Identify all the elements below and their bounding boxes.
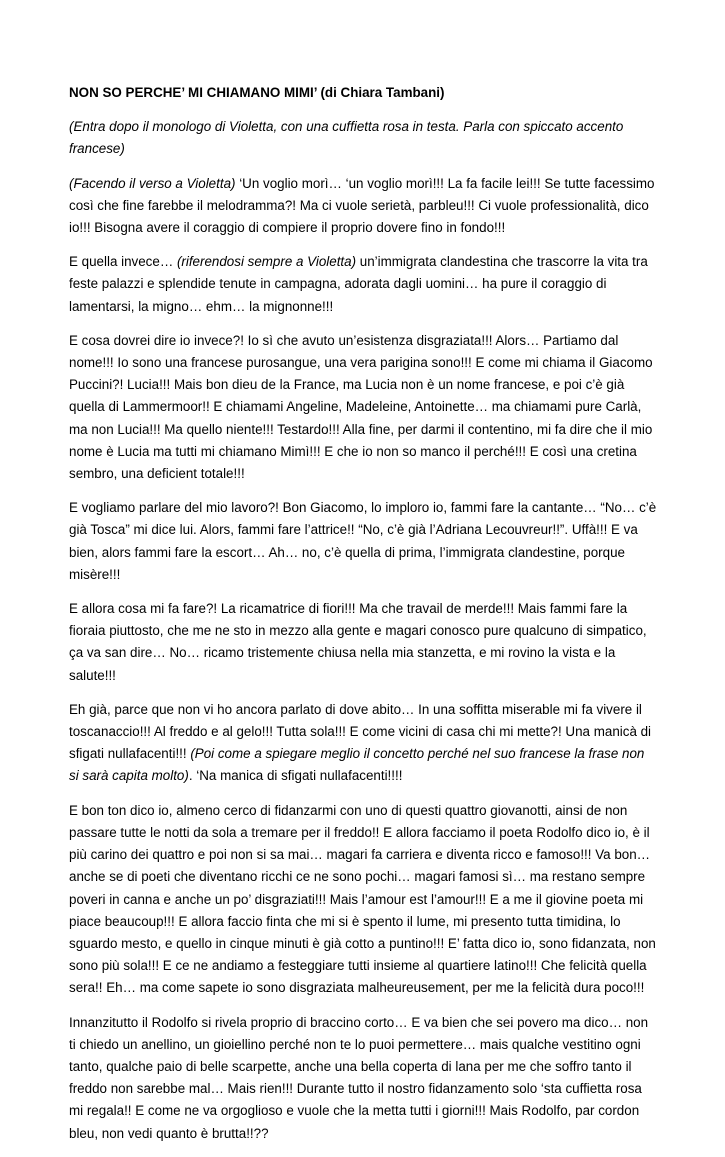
paragraph-text: ‘Un voglio morì… ‘un voglio morì!!! La fa facile lei!!! Se tutte facessimo così che fine farebbe il melodramma?! Ma ci vuole serietà, parbleu!!! Ci vuole professionalità, dico io!!! Bisogna avere il coraggio di compiere il proprio dovere fino in fondo!!! [69, 175, 655, 236]
paragraph-5: E allora cosa mi fa fare?! La ricamatrice di fiori!!! Ma che travail de merde!!! Mais fammi fare la fioraia piuttosto, che me ne sto in mezzo alla gente e magari conosco pure qualcuno di simpatico, ça va san dire… No… ricamo tristemente chiusa nella mia stanzetta, e mi rovino la vista e la salute!!! [69, 601, 647, 683]
paragraph-2 [69, 251, 657, 318]
paragraph-text: E quella invece… [69, 254, 177, 270]
paragraph-text: un’immigrata clandestina che trascorre la vita tra feste palazzi e splendide tenute in campagna, adorata dagli uomini… ha pure il coraggio di lamentarsi, la migno… ehm… la mignonne!!! [69, 254, 648, 314]
paragraph-7: E bon ton dico io, almeno cerco di fidanzarmi con uno di questi quattro giovanotti, ainsi de non passare tutte le notti da sola a tremare per il freddo!! E allora facciamo il poeta Rodolfo dico io, è il più carino dei quattro e poi non si sa mai… magari fa carriera e diventa ricco e famoso!!! Va bon… anche se di poeti che diventano ricchi ce ne sono pochi… magari famosi sì… ma restano sempre poveri in canna e anche un po’ disgraziati!!! Mais l’amour est l’amour!!! E a me il giovine poeta mi piace beaucoup!!! E allora faccio finta che mi si è spento il lume, mi presento tutta timidina, lo sguardo mesto, e quello in cinque minuti è già cotto a puntino!!! E’ fatta dico io, sono fidanzata, non sono più sola!!! E ce ne andiamo a festeggiare tutti insieme al quartiere latino!!! Che felicità quella sera!! Eh… ma come sapete io sono disgraziata malheureusement, per me la felicità dura poco!!! [69, 802, 656, 996]
paragraph-text: . ‘Na manica di sfigati nullafacenti!!!! [188, 768, 403, 784]
paragraph-1 [69, 173, 657, 240]
stage-direction: (riferendosi sempre a Violetta) [176, 254, 357, 270]
paragraph-6 [69, 699, 657, 788]
paragraph-text: Eh già, parce que non vi ho ancora parlato di dove abito… In una soffitta miserable mi fa vivere il toscanaccio!!! Al freddo e al gelo!!! Tutta sola!!! E come vicini di casa chi mi mette?! Una manicà di sfigati nullafacenti!!! [69, 701, 652, 762]
document-page [69, 82, 657, 1157]
intro-stage-direction: (Entra dopo il monologo di Violetta, con una cuffietta rosa in testa. Parla con spiccato accento francese) [69, 119, 624, 157]
document-title: NON SO PERCHE’ MI CHIAMANO MIMI’ (di Chiara Tambani) [69, 85, 445, 100]
paragraph-3: E cosa dovrei dire io invece?! Io sì che avuto un’esistenza disgraziata!!! Alors… Partiamo dal nome!!! Io sono una francese purosangue, una vera parigina sono!!! E come mi chiama il Giacomo Puccini?! Lucia!!! Mais bon dieu de la France, ma Lucia non è un nome francese, e poi c’è già quella di Lammermoor!! E chiamami Angeline, Madeleine, Antoinette… ma chiamami pure Carlà, ma non Lucia!!! Ma quello niente!!! Testardo!!! Alla fine, per darmi il contentino, mi fa dire che il mio nome è Lucia ma tutti mi chiamano Mimì!!! E che io non so manco il perché!!! E così una cretina sembro, una deficient totale!!! [69, 332, 653, 482]
stage-direction: (Poi come a spiegare meglio il concetto perché nel suo francese la frase non si sarà capita molto) [69, 746, 645, 784]
paragraph-4: E vogliamo parlare del mio lavoro?! Bon Giacomo, lo imploro io, fammi fare la cantante… “No… c’è già Tosca” mi dice lui. Alors, fammi fare l’attrice!! “No, c’è già l’Adriana Lecouvreur!!”. Uffà!!! E va bien, alors fammi fare la escort… Ah… no, c’è quella di prima, l’immigrata clandestine, porque misère!!! [69, 500, 657, 582]
stage-direction: (Facendo il verso a Violetta) [69, 175, 236, 191]
paragraph-8: Innanzitutto il Rodolfo si rivela proprio di braccino corto… E va bien che sei povero ma dico… non ti chiedo un anellino, un gioiellino perché non te lo puoi permettere… mais qualche vestitino ogni tanto, qualche paio di belle scarpette, anche una bella coperta di lana per me che soffro tanto il freddo non sarebbe mal… Mais rien!!! Durante tutto il nostro fidanzamento solo ‘sta cuffietta rosa mi regala!! E come ne va orgoglioso e vuole che la metta tutti i giorni!!! Mais Rodolfo, par cordon bleu, non vedi quanto è brutta!!?? [69, 1014, 649, 1141]
